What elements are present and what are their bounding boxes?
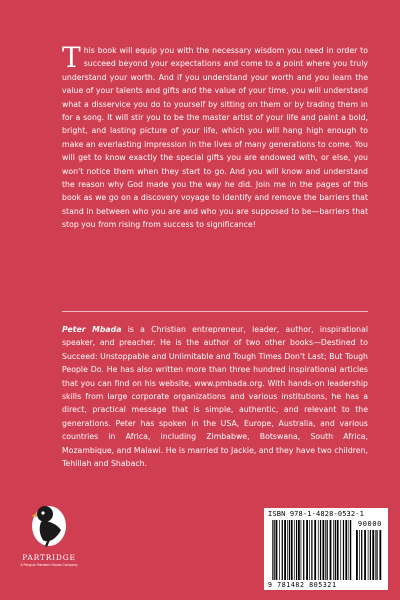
- publisher-name: PARTRIDGE: [22, 553, 76, 562]
- partridge-bird-logo-icon: [27, 500, 71, 550]
- publisher-tagline: A Penguin Random House Company: [20, 563, 78, 567]
- publisher-block: [14, 500, 84, 567]
- drop-cap: T: [62, 41, 81, 74]
- price-code: 90000: [357, 520, 382, 528]
- barcode-digits: 9 781482 805321: [268, 581, 337, 589]
- bio-text: is a Christian entrepreneur, leader, author, inspirational speaker, and preacher. He is the author of two other books—Destined to Succeed: Unstoppable and Unlimitable and Tough Times Don't Last; But Tough People Do. He has also written more than three hundred inspirational articles that you can find on his website, www.pmbada.org. With hands-on leadership skills from large corporate organizations and various institutions, he has a direct, practical message that is simple, authentic, and relevant to the generations. Peter has spoken in the USA, Europe, Australia, and various countries in Africa, including Zimbabwe, Botswana, South Africa, Mozambique, and Malawi. He is married to Jackie, and they have two children, Tehillah and Shabach.: [62, 325, 369, 469]
- author-name: Peter Mbada: [62, 325, 122, 334]
- blurb-text: his book will equip you with the necessary wisdom you need in order to succeed beyond your expectations and come to a point where you truly understand your worth. And if you understand your worth and you learn the value of your talents and gifts and the value of your time, you will understand what a disservice you do to yourself by sitting on them or by trading them in for a song. It will stir you to be the master artist of your life and paint a bold, bright, and lasting picture of your life, which you will hang high enough to make an everlasting impression in the lives of many generations to come. You will get to know exactly the special gifts you are endowed with, or else, you won't notice them when they start to go. And you will know and understand the reason why God made you the way he did. Join me in the pages of this book as we go on a discovery voyage to identify and remove the barriers that stand in between who you are and who you are supposed to be—barriers that stop you from rising from success to significance!: [62, 46, 368, 230]
- isbn-barcode: [264, 508, 388, 590]
- blurb-paragraph: [62, 41, 368, 232]
- author-bio: [62, 323, 368, 470]
- divider-rule: [62, 311, 368, 312]
- isbn-label: ISBN 978-1-4828-0532-1: [268, 510, 365, 518]
